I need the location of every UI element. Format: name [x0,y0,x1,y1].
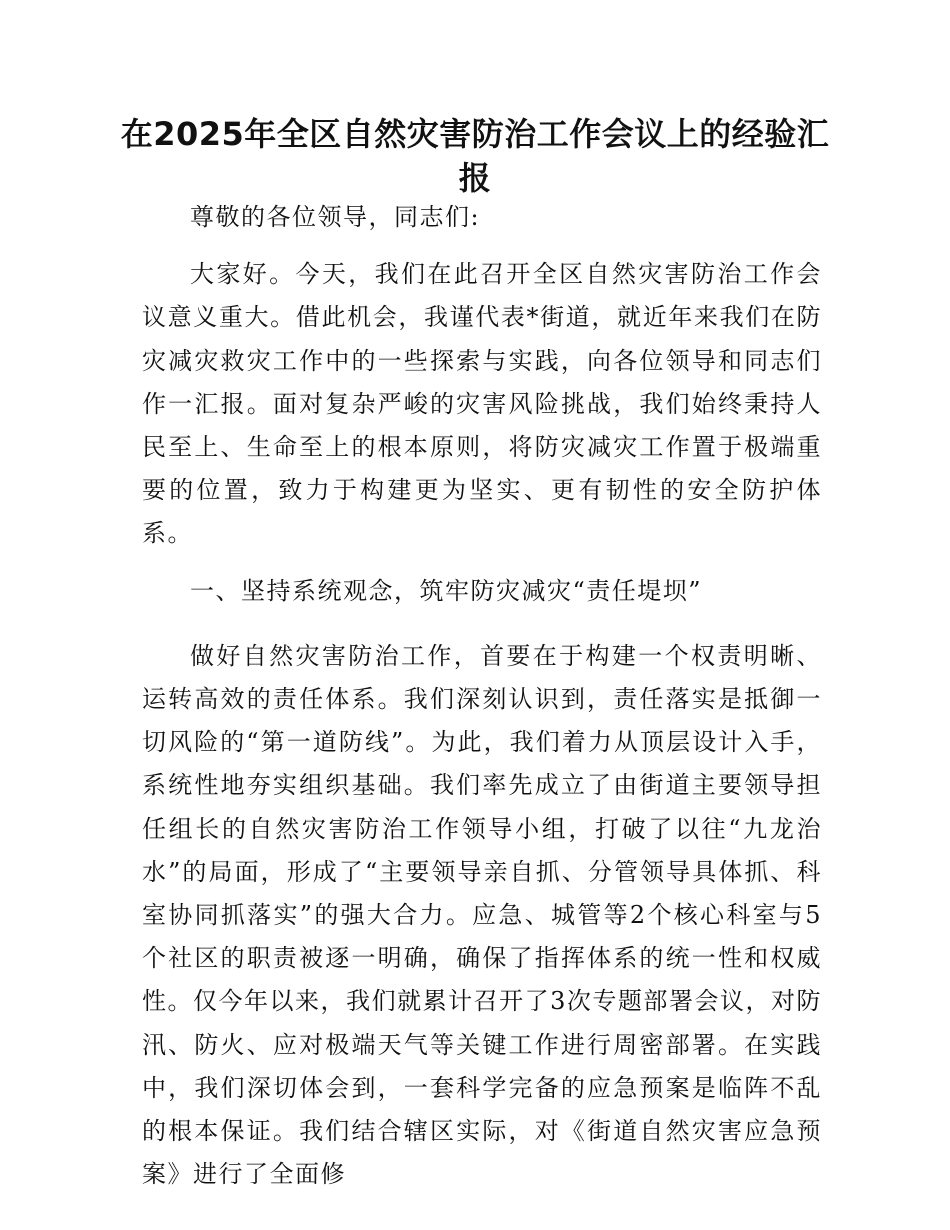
document-title: 在2025年全区自然灾害防治工作会议上的经验汇报 [120,115,830,197]
section-heading-1: 一、坚持系统观念，筑牢防灾减灾“责任堤坝” [190,576,703,605]
section-paragraph-1: 做好自然灾害防治工作，首要在于构建一个权责明晰、运转高效的责任体系。我们深刻认识到，责任落实是抵御一切风险的“第一道防线”。为此，我们着力从顶层设计入手，系统性地夯实组织基础。我们率先成立了由街道主要领导担任组长的自然灾害防治工作领导小组，打破了以往“九龙治水”的局面，形成了“主要领导亲自抓、分管领导具体抓、科室协同抓落实”的强大合力。应急、城管等2个核心科室与5个社区的职责被逐一明确，确保了指挥体系的统一性和权威性。仅今年以来，我们就累计召开了3次专题部署会议，对防汛、防火、应对极端天气等关键工作进行周密部署。在实践中，我们深切体会到，一套科学完备的应急预案是临阵不乱的根本保证。我们结合辖区实际，对《街道自然灾害应急预案》进行了全面修 [142,641,822,1189]
intro-paragraph: 大家好。今天，我们在此召开全区自然灾害防治工作会议意义重大。借此机会，我谨代表*街道，就近年来我们在防灾减灾救灾工作中的一些探索与实践，向各位领导和同志们作一汇报。面对复杂严峻的灾害风险挑战，我们始终秉持人民至上、生命至上的根本原则，将防灾减灾工作置于极端重要的位置，致力于构建更为坚实、更有韧性的安全防护体系。 [142,260,822,548]
document-body [142,196,822,1196]
salutation: 尊敬的各位领导，同志们: [190,203,481,231]
